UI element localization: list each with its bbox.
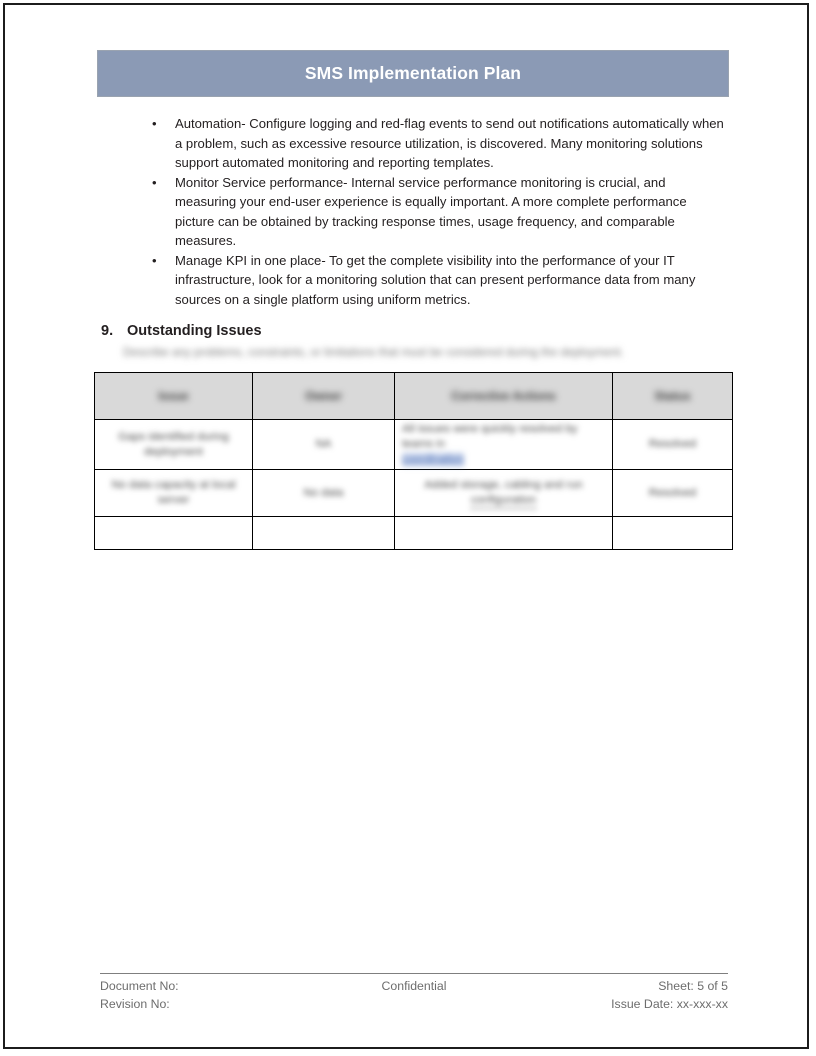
page-frame (3, 3, 809, 1049)
table-cell-status (613, 517, 733, 550)
cell-hyperlink[interactable]: coordination (402, 453, 465, 465)
cell-text-underlined: configuration (471, 493, 536, 509)
table-cell-issue (95, 420, 253, 470)
table-header-cell-status (613, 373, 733, 420)
outstanding-issues-table (94, 372, 733, 550)
status-badge: Resolved (648, 486, 697, 499)
bullet-dot-icon: • (152, 252, 157, 268)
footer-divider (100, 973, 728, 974)
list-item-text: Monitor Service performance- Internal service performance monitoring is crucial, and measuring your end-user experience is equally important. A more complete performance picture can be obtained by tracking response times, usage frequency, and comparable measures. (175, 174, 687, 248)
table-cell-owner (253, 470, 395, 517)
bullet-list (148, 114, 728, 309)
table-cell-status (613, 420, 733, 470)
list-item (148, 251, 728, 310)
table-header-label: Status (654, 389, 691, 403)
table-row (95, 517, 733, 550)
footer-row-bottom (100, 996, 728, 1014)
cell-text (613, 531, 732, 535)
table-cell-corrective-actions (395, 470, 613, 517)
cell-text: All issues were quickly resolved by teams in (402, 423, 578, 450)
list-item-text: Automation- Configure logging and red-flag events to send out notifications automatically when a problem, such as excessive resource utilization, is discovered. Many monitoring solutions support automated monitoring and reporting templates. (175, 116, 724, 170)
cell-text: No data capacity at local server (111, 479, 236, 506)
table-cell-corrective-actions (395, 517, 613, 550)
page-title: SMS Implementation Plan (304, 63, 522, 83)
bullet-dot-icon: • (152, 174, 157, 190)
status-badge: Resolved (648, 438, 697, 450)
cell-text-group (395, 476, 612, 511)
table-cell-owner (253, 517, 395, 550)
cell-text (253, 531, 394, 535)
section-number: 9. (101, 323, 114, 339)
footer-confidential: Confidential (381, 979, 447, 993)
section-heading (101, 323, 262, 339)
section-title: Outstanding Issues (127, 323, 262, 339)
page-footer (100, 973, 728, 1013)
cell-text: Gaps identified during deployment (118, 430, 229, 458)
page-canvas (5, 5, 807, 1047)
cell-text-group (395, 420, 612, 469)
cell-text: NA (315, 438, 332, 450)
table-header-cell-owner (253, 373, 395, 420)
list-item-text: Manage KPI in one place- To get the complete visibility into the performance of your IT infrastructure, look for a monitoring solution that can present performance data from many sources on a single platform using uniform metrics. (175, 252, 696, 307)
footer-document-no: Document No: (100, 979, 179, 993)
table-header-row (95, 373, 733, 420)
document-title-banner (97, 50, 729, 97)
table-row (95, 470, 733, 517)
table-cell-status (613, 470, 733, 517)
footer-row-top (100, 978, 728, 996)
table-row (95, 420, 733, 470)
table-cell-corrective-actions (395, 420, 613, 470)
list-item (148, 114, 728, 173)
table-cell-issue (95, 470, 253, 517)
table-cell-issue (95, 517, 253, 550)
section-instruction-blurred: Describe any problems, constraints, or limitations that must be considered during the deployment. (123, 346, 624, 359)
cell-text (95, 531, 252, 535)
table-header-label: Issue (158, 389, 189, 403)
table-header-label: Owner (305, 389, 342, 403)
cell-text: No data (303, 486, 344, 499)
list-item (148, 173, 728, 251)
table-header-cell-corrective-actions (395, 373, 613, 420)
table-header-label: Corrective Actions (451, 389, 556, 403)
footer-issue-date: Issue Date: xx-xxx-xx (611, 996, 728, 1011)
footer-revision-no: Revision No: (100, 996, 170, 1011)
bullet-dot-icon: • (152, 116, 157, 131)
footer-sheet-number: Sheet: 5 of 5 (658, 979, 728, 993)
table-cell-owner (253, 420, 395, 470)
cell-text: Added storage, cabling and run (424, 478, 583, 491)
cell-text (395, 531, 612, 535)
table-header-cell-issue (95, 373, 253, 420)
